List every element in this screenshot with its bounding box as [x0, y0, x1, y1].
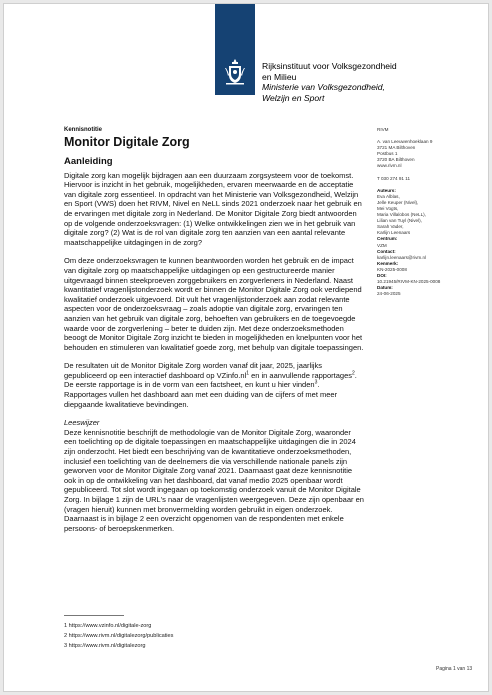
logo-band [215, 4, 255, 95]
contact-label: Contact: [377, 248, 396, 254]
reference-value: KN-2025-0008 [377, 266, 407, 272]
document-title: Monitor Digitale Zorg [64, 135, 190, 149]
author-name: Jelle Keuper (Nivel), [377, 199, 419, 205]
author-name: Maria Villalobos (NeLL), [377, 212, 426, 218]
footnote-item[interactable]: 3 https://www.rivm.nl/digitalezorg [64, 643, 146, 649]
centre-value: VZM [377, 242, 387, 248]
footnotes [64, 621, 173, 651]
paragraph-text: De resultaten uit de Monitor Digitale Zorg worden vanaf dit jaar, 2025, jaarlijks gepubliceerd op een interactief dashboard op VZinfo.nl [64, 361, 323, 380]
address-line: 3721 MA Bilthoven [377, 145, 416, 151]
doi-label: DOI: [377, 272, 387, 278]
footnote-ref[interactable]: 2 [352, 370, 355, 377]
website-link[interactable]: www.rivm.nl [377, 163, 402, 169]
author-name: Mei Vogts, [377, 205, 399, 211]
address-line: A. van Leeuwenhoeklaan 9 [377, 139, 433, 145]
date-label: Datum: [377, 285, 393, 291]
centre-label: Centrum: [377, 236, 398, 242]
paragraph: Digitale zorg kan mogelijk bijdragen aan een duurzaam zorgsysteem voor de toekomst. Hiervoor is inzicht in het gebruik, mogelijkheden, ervaren meerwaarde en de acceptatie van digitale zorg essentieel. In opdracht van het Ministerie van Volksgezondheid, Welzijn en Sport (VWS) doen het RIVM, Nivel en NeLL sinds 2021 onderzoek naar het gebruik en de ervaringen met digitale zorg in Nederland. De Monitor Digitale Zorg biedt antwoorden op de volgende onderzoeksvragen: (1) Welke ontwikkelingen zien we in het gebruik van digitale zorg? (2) Wat is de rol van digitale zorg ten aanzien van een aantal relevante maatschappelijke uitdagingen in de zorg? [64, 170, 362, 247]
footnote-divider [64, 615, 124, 616]
paragraph-text: en in aanvullende rapportages [249, 370, 352, 380]
rijkslogo-crest-icon [223, 58, 247, 86]
doi-value[interactable]: 10.21945/RIVM-KN-2025-0008 [377, 279, 441, 285]
main-text [64, 154, 364, 542]
authors-label: Auteurs: [377, 187, 396, 193]
ministry-line: Welzijn en Sport [262, 92, 325, 103]
author-name: Eva Alblas, [377, 193, 400, 199]
author-name: Sarah Vader, [377, 224, 404, 230]
date-value: 24-06-2025 [377, 291, 401, 297]
subheading: Leeswijzer [64, 418, 100, 428]
paragraph [64, 361, 364, 409]
address-line: Postbus 1 [377, 151, 398, 157]
paragraph-text: . Rapportages vullen het dashboard aan met een duiding van de cijfers of met meer diepgaande kwalitatieve bevindingen. [64, 380, 338, 409]
contact-email[interactable]: karlijn.leenaars@rivm.nl [377, 254, 427, 260]
sidebar-org: RIVM [377, 127, 389, 132]
colofon-sidebar [377, 127, 487, 297]
org-line: en Milieu [262, 71, 297, 82]
organisation-name [262, 61, 397, 103]
footnote-item[interactable]: 1 https://www.vzinfo.nl/digitale-zorg [64, 623, 152, 629]
ministry-line: Ministerie van Volksgezondheid, [262, 82, 385, 92]
section-heading: Aanleiding [64, 156, 113, 167]
footnote-ref[interactable]: 3 [314, 379, 318, 386]
paragraph-text: . De eerste rapportage is in de vorm van een factsheet, en kunt u hier vinden [64, 370, 357, 390]
paragraph: Deze kennisnotitie beschrijft de methodologie van de Monitor Digitale Zorg, waaronder een toelichting op de digitale toepassingen en maatschappelijke uitdagingen die in 2024 zijn onderzocht. Het biedt een beschrijving van de kwantitatieve onderzoeksmethoden, inclusief een toelichting van de deelnemers die via verschillende nationale panels zijn geworven voor de Monitor Digitale Zorg vanaf 2021. Daarnaast gaat deze kennisnotitie ook in op de ontwikkeling van het dashboard, dat vanaf medio 2025 openbaar wordt gepubliceerd. Tot slot wordt ingegaan op toekomstig onderzoek vanuit de Monitor Digitale Zorg. In bijlage 1 zijn de URL's naar de vragenlijsten weergegeven. Deze zijn openbaar en (vragen hieruit) kunnen met bronvermelding worden gebruikt in eigen onderzoek. Daarnaast is in bijlage 2 een overzicht opgenomen van de respondenten met enkele persoons- of beroepskenmerken. [64, 427, 364, 533]
document-page [3, 3, 489, 692]
footnote-ref[interactable]: 1 [246, 370, 249, 377]
author-name: Karlijn Leenaars [377, 230, 411, 236]
phone-number: T 030 274 91 11 [377, 175, 411, 181]
org-line: Rijksinstituut voor Volksgezondheid [262, 61, 397, 71]
author-name: Lilian van Tuyl (Nivel), [377, 218, 422, 224]
paragraph: Om deze onderzoeksvragen te kunnen beantwoorden worden het gebruik en de impact van digitale zorg op maatschappelijke uitdagingen op een gestructureerde manier uitgevraagd binnen steekproeven zorggebruikers en zorgverleners in Nederland. Naast kwantitatief vragenlijstonderzoek wordt er binnen de Monitor Digitale Zorg ook verdiepend kwalitatief onderzoek uitgevoerd. Dit vult het vragenlijstonderzoek aan zodat relevante aspecten voor de onderzoeksvraag – zoals adoptie van digitale zorg, ervaringen ten aanzien van het gebruik van digitale zorg, behoeften van gebruikers en de toegevoegde waarde voor de zorgverlening – beter te duiden zijn. Met deze onderzoeksmethoden beoogt de Monitor Digitale Zorg inzicht te bieden in mogelijkheden en knelpunten voor het behouden en stimuleren van kwalitatief goede zorg, met behulp van digitale toepassingen. [64, 256, 364, 352]
address-line: 3720 BA Bilthoven [377, 157, 415, 163]
page-number: Pagina 1 van 13 [436, 666, 473, 672]
document-type: Kennisnotitie [64, 127, 103, 133]
reference-label: Kenmerk: [377, 260, 399, 266]
footnote-item[interactable]: 2 https://www.rivm.nl/digitalezorg/publicaties [64, 633, 174, 639]
